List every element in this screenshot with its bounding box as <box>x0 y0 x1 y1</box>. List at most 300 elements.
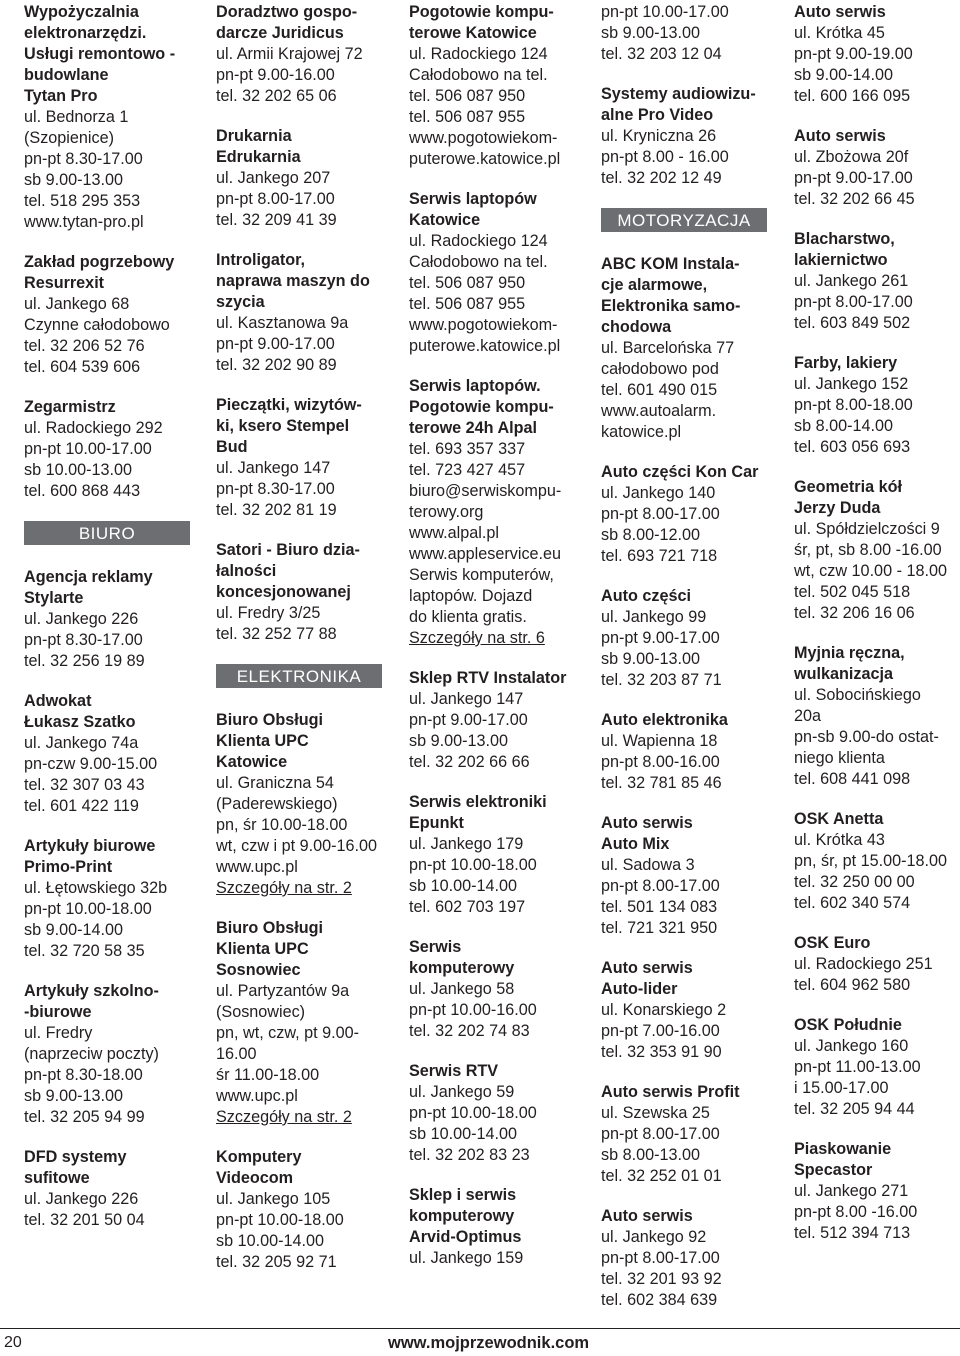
listing-entry <box>794 933 960 996</box>
listing-detail: pn-pt 9.00-17.00 <box>794 169 913 187</box>
listing-detail: pn-pt 8.00-17.00 <box>601 505 720 523</box>
listing-entry <box>601 586 781 691</box>
listing-title: Satori - Biuro dzia- <box>216 541 360 559</box>
listing-title: Epunkt <box>409 814 464 832</box>
listing-detail: ul. Jankego 92 <box>601 1228 707 1246</box>
listing-title: Pieczątki, wizytów- <box>216 396 362 414</box>
listing-detail: tel. 32 206 52 76 <box>24 337 145 355</box>
listing-detail: ul. Radockiego 292 <box>24 419 163 437</box>
listing-detail: pn, wt, czw, pt 9.00- <box>216 1024 360 1042</box>
listing-detail: ul. Jankego 271 <box>794 1182 909 1200</box>
listing-title: Edrukarnia <box>216 148 301 166</box>
listing-title: Introligator, <box>216 251 306 269</box>
listing-detail: pn-pt 8.00 -16.00 <box>794 1203 918 1221</box>
listing-detail: www.autoalarm. <box>601 402 717 420</box>
listing-detail: tel. 32 202 74 83 <box>409 1022 530 1040</box>
listing-detail: ul. Fredry <box>24 1024 93 1042</box>
listing-title: Komputery <box>216 1148 302 1166</box>
listing-title: OSK Euro <box>794 934 871 952</box>
listing-entry <box>794 126 960 210</box>
listing-detail: pn-pt 8.30-18.00 <box>24 1066 143 1084</box>
listing-entry <box>24 1147 199 1231</box>
listing-detail: Całodobowo na tel. <box>409 66 548 84</box>
listing-detail: tel. 693 721 718 <box>601 547 718 565</box>
listing-detail: tel. 32 202 12 49 <box>601 169 722 187</box>
listing-entry <box>794 1015 960 1120</box>
listing-detail: www.appleservice.eu <box>409 545 562 563</box>
listing-detail: pn-pt 8.30-17.00 <box>216 480 335 498</box>
listing-title: szycia <box>216 293 265 311</box>
listing-title: Sosnowiec <box>216 961 301 979</box>
listing-detail: ul. Fredry 3/25 <box>216 604 321 622</box>
listing-detail: ul. Jankego 160 <box>794 1037 909 1055</box>
listing-detail: tel. 603 056 693 <box>794 438 911 456</box>
listing-title: Auto serwis <box>601 1207 693 1225</box>
listing-detail: pn-pt 10.00-18.00 <box>409 856 537 874</box>
listing-title: DFD systemy <box>24 1148 127 1166</box>
listing-title: Auto części Kon Car <box>601 463 759 481</box>
listing-detail: pn-pt 8.00-17.00 <box>216 190 335 208</box>
listing-detail: ul. Jankego 207 <box>216 169 331 187</box>
listing-detail: sb 10.00-14.00 <box>216 1232 325 1250</box>
section-header: BIURO <box>24 521 190 545</box>
listing-detail: tel. 32 202 81 19 <box>216 501 337 519</box>
listing-detail: Całodobowo na tel. <box>409 253 548 271</box>
details-link[interactable]: Szczegóły na str. 2 <box>216 879 352 897</box>
listing-detail: tel. 32 252 77 88 <box>216 625 337 643</box>
listing-detail: ul. Jankego 105 <box>216 1190 331 1208</box>
listing-detail: www.pogotowiekom- <box>409 129 558 147</box>
listing-detail: sb 9.00-13.00 <box>601 650 700 668</box>
listing-entry <box>409 2 589 170</box>
listing-detail: tel. 32 202 83 23 <box>409 1146 530 1164</box>
listing-detail: sb 9.00-13.00 <box>24 1087 123 1105</box>
listing-detail: Czynne całodobowo <box>24 316 170 334</box>
listing-title: Piaskowanie <box>794 1140 892 1158</box>
listing-detail: ul. Jankego 59 <box>409 1083 515 1101</box>
listing-title: Serwis elektroniki <box>409 793 547 811</box>
listing-detail: ul. Radockiego 124 <box>409 232 548 250</box>
listing-detail: tel. 32 203 87 71 <box>601 671 722 689</box>
listing-detail: biuro@serwiskompu- <box>409 482 562 500</box>
listing-detail: tel. 32 252 01 01 <box>601 1167 722 1185</box>
listing-detail: niego klienta <box>794 749 885 767</box>
listing-detail: ul. Partyzantów 9a <box>216 982 350 1000</box>
listing-detail: (Paderewskiego) <box>216 795 338 813</box>
listing-detail: pn-pt 10.00-16.00 <box>409 1001 537 1019</box>
listing-detail: tel. 32 353 91 90 <box>601 1043 722 1061</box>
listing-detail: (Sosnowiec) <box>216 1003 306 1021</box>
listing-detail: sb 9.00-14.00 <box>794 66 893 84</box>
listing-detail: sb 8.00-13.00 <box>601 1146 700 1164</box>
listing-title: Katowice <box>409 211 481 229</box>
listing-detail: 20a <box>794 707 822 725</box>
listing-detail: pn-pt 8.00-17.00 <box>601 877 720 895</box>
listing-entry <box>794 353 960 458</box>
listing-title: Sklep RTV Instalator <box>409 669 567 687</box>
listing-title: Pogotowie kompu- <box>409 398 554 416</box>
listing-detail: laptopów. Dojazd <box>409 587 533 605</box>
listing-detail: ul. Szewska 25 <box>601 1104 710 1122</box>
section-header: ELEKTRONIKA <box>216 664 382 688</box>
listing-title: Biuro Obsługi <box>216 919 324 937</box>
listing-entry <box>601 462 781 567</box>
listing-detail: pn-pt 10.00-18.00 <box>216 1211 344 1229</box>
listing-title: Klienta UPC <box>216 940 309 958</box>
listing-detail: (Szopienice) <box>24 129 114 147</box>
listing-detail: ul. Zbożowa 20f <box>794 148 909 166</box>
listing-title: Videocom <box>216 1169 294 1187</box>
listing-detail: ul. Armii Krajowej 72 <box>216 45 363 63</box>
listing-title: koncesjonowanej <box>216 583 351 601</box>
listing-title: komputerowy <box>409 959 515 977</box>
listing-title: Blacharstwo, <box>794 230 895 248</box>
listing-detail: pn-pt 8.00-16.00 <box>601 753 720 771</box>
listing-entry <box>24 836 199 962</box>
listing-detail: sb 8.00-14.00 <box>794 417 893 435</box>
listing-detail: ul. Barcelońska 77 <box>601 339 735 357</box>
listing-detail: ul. Radockiego 124 <box>409 45 548 63</box>
listing-title: Elektronika samo- <box>601 297 741 315</box>
listing-detail: ul. Radockiego 251 <box>794 955 933 973</box>
listing-detail: tel. 693 357 337 <box>409 440 526 458</box>
listing-detail: ul. Krótka 45 <box>794 24 885 42</box>
listing-detail: pn-pt 8.00-17.00 <box>601 1249 720 1267</box>
listing-entry <box>216 918 396 1128</box>
listing-entry <box>409 1185 589 1269</box>
listing-detail: katowice.pl <box>601 423 682 441</box>
listing-entry <box>409 189 589 357</box>
listing-detail: 16.00 <box>216 1045 257 1063</box>
listing-detail: tel. 32 209 41 39 <box>216 211 337 229</box>
listing-detail: tel. 32 201 50 04 <box>24 1211 145 1229</box>
listing-entry <box>216 250 396 376</box>
listing-detail: ul. Spółdzielczości 9 <box>794 520 940 538</box>
listing-entry <box>409 937 589 1042</box>
listing-detail: tel. 506 087 950 <box>409 87 526 105</box>
listing-title: budowlane <box>24 66 109 84</box>
listing-entry <box>794 2 960 107</box>
listing-title: Auto serwis <box>794 3 886 21</box>
listing-detail: pn-pt 9.00-17.00 <box>409 711 528 729</box>
listing-title: Wypożyczalnia <box>24 3 139 21</box>
listing-detail: tel. 32 202 66 66 <box>409 753 530 771</box>
listing-title: Artykuły szkolno- <box>24 982 159 1000</box>
listing-title: Farby, lakiery <box>794 354 898 372</box>
listing-title: Geometria kół <box>794 478 902 496</box>
listing-detail: pn-pt 9.00-19.00 <box>794 45 913 63</box>
listing-detail: pn-pt 10.00-17.00 <box>24 440 152 458</box>
listing-title: Artykuły biurowe <box>24 837 156 855</box>
listing-detail: pn-pt 8.00-17.00 <box>794 293 913 311</box>
listing-detail: pn-pt 8.30-17.00 <box>24 150 143 168</box>
listing-title: Serwis RTV <box>409 1062 499 1080</box>
listing-title: Serwis laptopów <box>409 190 537 208</box>
listing-title: Jerzy Duda <box>794 499 881 517</box>
listing-detail: ul. Bednorza 1 <box>24 108 129 126</box>
listing-detail: tel. 32 205 94 99 <box>24 1108 145 1126</box>
listing-detail: ul. Jankego 261 <box>794 272 909 290</box>
listing-detail: tel. 32 206 16 06 <box>794 604 915 622</box>
listing-detail: ul. Jankego 74a <box>24 734 139 752</box>
listing-title: lakiernictwo <box>794 251 888 269</box>
listing-entry <box>409 1061 589 1166</box>
footer-website[interactable]: www.mojprzewodnik.com <box>388 1334 590 1352</box>
listing-detail: tel. 32 256 19 89 <box>24 652 145 670</box>
listing-detail: ul. Jankego 147 <box>409 690 524 708</box>
listing-title: Auto serwis <box>601 814 693 832</box>
listing-title: Usługi remontowo - <box>24 45 176 63</box>
section-header: MOTORYZACJA <box>601 208 767 232</box>
listing-detail: tel. 600 868 443 <box>24 482 141 500</box>
listing-detail: tel. 602 384 639 <box>601 1291 718 1309</box>
listing-detail: tel. 32 205 92 71 <box>216 1253 337 1271</box>
listing-title: Zegarmistrz <box>24 398 116 416</box>
listing-entry <box>216 2 396 107</box>
listing-detail: tel. 602 703 197 <box>409 898 526 916</box>
listing-title: Łukasz Szatko <box>24 713 136 731</box>
listing-title: Serwis laptopów. <box>409 377 541 395</box>
listing-title: Klienta UPC <box>216 732 309 750</box>
listing-entry <box>409 668 589 773</box>
listing-detail: ul. Łętowskiego 32b <box>24 879 168 897</box>
listing-title: chodowa <box>601 318 672 336</box>
listing-detail: sb 10.00-14.00 <box>409 877 518 895</box>
listing-detail: www.upc.pl <box>216 1087 298 1105</box>
listing-title: Pogotowie kompu- <box>409 3 554 21</box>
listing-title: OSK Anetta <box>794 810 884 828</box>
listing-detail: tel. 604 539 606 <box>24 358 141 376</box>
listing-title: Agencja reklamy <box>24 568 153 586</box>
listing-entry <box>216 710 396 899</box>
listing-detail: tel. 600 166 095 <box>794 87 911 105</box>
listing-title: -biurowe <box>24 1003 92 1021</box>
listing-title: wulkanizacja <box>794 665 893 683</box>
listing-detail: sb 9.00-13.00 <box>409 732 508 750</box>
listing-title: terowe 24h Alpal <box>409 419 538 437</box>
listing-detail: tel. 502 045 518 <box>794 583 911 601</box>
listing-detail: sb 10.00-13.00 <box>24 461 133 479</box>
listing-detail: i 15.00-17.00 <box>794 1079 889 1097</box>
listing-detail: całodobowo pod <box>601 360 719 378</box>
listing-title: Auto serwis <box>601 959 693 977</box>
listing-detail: tel. 601 422 119 <box>24 797 139 815</box>
listing-detail: pn-pt 8.00-17.00 <box>601 1125 720 1143</box>
listing-entry <box>794 229 960 334</box>
listing-detail: śr 11.00-18.00 <box>216 1066 320 1084</box>
listing-entry <box>409 792 589 918</box>
listing-detail: pn-pt 9.00-17.00 <box>216 335 335 353</box>
listing-entry <box>24 981 199 1128</box>
listing-detail: pn, śr 10.00-18.00 <box>216 816 348 834</box>
listing-detail: tel. 608 441 098 <box>794 770 911 788</box>
listing-detail: ul. Jankego 147 <box>216 459 331 477</box>
listing-title: komputerowy <box>409 1207 515 1225</box>
listing-detail: ul. Jankego 226 <box>24 1190 139 1208</box>
listing-title: Stylarte <box>24 589 84 607</box>
listing-detail: pn-pt 10.00-17.00 <box>601 3 729 21</box>
page-number: 20 <box>4 1334 22 1351</box>
listing-title: Auto serwis <box>794 127 886 145</box>
listing-detail: www.alpal.pl <box>409 524 499 542</box>
listing-detail: tel. 32 201 93 92 <box>601 1270 722 1288</box>
listing-detail: ul. Graniczna 54 <box>216 774 334 792</box>
listing-title: Katowice <box>216 753 288 771</box>
listing-detail: sb 10.00-14.00 <box>409 1125 518 1143</box>
listing-entry <box>24 691 199 817</box>
listing-detail: śr, pt, sb 8.00 -16.00 <box>794 541 942 559</box>
listing-title: Doradztwo gospo- <box>216 3 358 21</box>
listing-detail: ul. Jankego 99 <box>601 608 707 626</box>
listing-detail: pn-pt 7.00-16.00 <box>601 1022 720 1040</box>
listing-title: Specastor <box>794 1161 873 1179</box>
listing-detail: pn, śr, pt 15.00-18.00 <box>794 852 947 870</box>
listing-title: OSK Południe <box>794 1016 902 1034</box>
listing-title: Bud <box>216 438 248 456</box>
listing-detail: ul. Krótka 43 <box>794 831 885 849</box>
listing-entry <box>794 643 960 790</box>
listing-detail: puterowe.katowice.pl <box>409 337 561 355</box>
listing-detail: tel. 506 087 955 <box>409 108 526 126</box>
listing-title: naprawa maszyn do <box>216 272 370 290</box>
listing-detail: tel. 32 202 65 06 <box>216 87 337 105</box>
listing-detail: ul. Sobocińskiego <box>794 686 921 704</box>
listing-detail: tel. 32 307 03 43 <box>24 776 145 794</box>
column-5 <box>794 2 960 1263</box>
listing-detail: tel. 518 295 353 <box>24 192 141 210</box>
listing-entry <box>24 567 199 672</box>
listing-title: Myjnia ręczna, <box>794 644 905 662</box>
listing-detail: wt, czw i pt 9.00-16.00 <box>216 837 378 855</box>
listing-detail: pn-pt 10.00-18.00 <box>24 900 152 918</box>
listing-detail: tel. 32 250 00 00 <box>794 873 915 891</box>
listing-detail: tel. 506 087 950 <box>409 274 526 292</box>
listing-detail: tel. 604 962 580 <box>794 976 911 994</box>
listing-detail: tel. 501 134 083 <box>601 898 718 916</box>
column-4 <box>601 2 781 1330</box>
listing-detail: terowy.org <box>409 503 484 521</box>
listing-entry <box>216 1147 396 1273</box>
listing-title: alne Pro Video <box>601 106 714 124</box>
listing-detail: ul. Wapienna 18 <box>601 732 718 750</box>
listing-title: elektronarzędzi. <box>24 24 147 42</box>
listing-detail: tel. 506 087 955 <box>409 295 526 313</box>
listing-detail: ul. Jankego 226 <box>24 610 139 628</box>
listing-detail: tel. 32 205 94 44 <box>794 1100 915 1118</box>
listing-title: Auto elektronika <box>601 711 728 729</box>
column-2 <box>216 2 396 1292</box>
listing-entry <box>601 710 781 794</box>
listing-title: Auto serwis Profit <box>601 1083 740 1101</box>
listing-detail: pn-pt 10.00-18.00 <box>409 1104 537 1122</box>
listing-title: cje alarmowe, <box>601 276 708 294</box>
listing-detail: wt, czw 10.00 - 18.00 <box>794 562 947 580</box>
listing-entry <box>216 126 396 231</box>
listing-entry <box>601 254 781 443</box>
listing-detail: tel. 32 202 90 89 <box>216 356 337 374</box>
listing-title: Auto części <box>601 587 691 605</box>
listing-detail: tel. 603 849 502 <box>794 314 911 332</box>
listing-detail: ul. Jankego 68 <box>24 295 130 313</box>
listing-entry <box>794 477 960 624</box>
footer-divider <box>0 1328 960 1329</box>
listing-detail: sb 9.00-13.00 <box>601 24 700 42</box>
listing-detail: ul. Jankego 140 <box>601 484 716 502</box>
listing-entry <box>794 1139 960 1244</box>
listing-entry <box>794 809 960 914</box>
column-3 <box>409 2 589 1288</box>
listing-detail: tel. 721 321 950 <box>601 919 718 937</box>
listing-detail: ul. Konarskiego 2 <box>601 1001 727 1019</box>
listing-title: Arvid-Optimus <box>409 1228 522 1246</box>
listing-detail: pn-pt 8.00-18.00 <box>794 396 913 414</box>
listing-detail: pn-czw 9.00-15.00 <box>24 755 158 773</box>
listing-entry <box>24 252 199 378</box>
details-link[interactable]: Szczegóły na str. 2 <box>216 1108 352 1126</box>
listing-title: Systemy audiowizu- <box>601 85 756 103</box>
listing-entry <box>601 958 781 1063</box>
listing-entry <box>601 84 781 189</box>
listing-entry <box>216 395 396 521</box>
listing-detail: pn-pt 8.30-17.00 <box>24 631 143 649</box>
listing-detail: ul. Jankego 58 <box>409 980 515 998</box>
listing-detail: ul. Jankego 152 <box>794 375 909 393</box>
listing-title: łalności <box>216 562 277 580</box>
listing-title: Zakład pogrzebowy <box>24 253 175 271</box>
listing-title: darcze Juridicus <box>216 24 344 42</box>
listing-title: Serwis <box>409 938 462 956</box>
listing-detail: Serwis komputerów, <box>409 566 554 584</box>
listing-title: Auto Mix <box>601 835 670 853</box>
listing-detail: ul. Sadowa 3 <box>601 856 695 874</box>
listing-title: ABC KOM Instala- <box>601 255 740 273</box>
listing-detail: pn-pt 9.00-17.00 <box>601 629 720 647</box>
listing-title: Drukarnia <box>216 127 292 145</box>
listing-entry <box>409 376 589 649</box>
listing-detail: www.upc.pl <box>216 858 298 876</box>
details-link[interactable]: Szczegóły na str. 6 <box>409 629 545 647</box>
listing-entry <box>24 2 199 233</box>
column-1 <box>24 2 199 1250</box>
listing-title: sufitowe <box>24 1169 90 1187</box>
listing-title: Biuro Obsługi <box>216 711 324 729</box>
listing-detail: ul. Kryniczna 26 <box>601 127 717 145</box>
listing-detail: sb 9.00-14.00 <box>24 921 123 939</box>
listing-detail: pn-pt 8.00 - 16.00 <box>601 148 729 166</box>
listing-title: terowe Katowice <box>409 24 537 42</box>
listing-detail: pn-sb 9.00-do ostat- <box>794 728 939 746</box>
listing-detail: tel. 32 720 58 35 <box>24 942 145 960</box>
listing-title: Sklep i serwis <box>409 1186 517 1204</box>
listing-detail: tel. 512 394 713 <box>794 1224 911 1242</box>
listing-entry <box>216 540 396 645</box>
listing-entry <box>601 813 781 939</box>
listing-detail: tel. 32 202 66 45 <box>794 190 915 208</box>
listing-title: Tytan Pro <box>24 87 98 105</box>
listing-entry <box>24 397 199 502</box>
listing-title: Adwokat <box>24 692 92 710</box>
listing-entry <box>601 1082 781 1187</box>
listing-detail: do klienta gratis. <box>409 608 527 626</box>
listing-detail: tel. 32 781 85 46 <box>601 774 722 792</box>
listing-detail: tel. 723 427 457 <box>409 461 526 479</box>
listing-title: ki, ksero Stempel <box>216 417 350 435</box>
listing-detail: pn-pt 11.00-13.00 <box>794 1058 921 1076</box>
listing-detail: ul. Jankego 179 <box>409 835 524 853</box>
listing-detail: (naprzeciw poczty) <box>24 1045 159 1063</box>
listing-entry <box>601 1206 781 1311</box>
listing-detail: sb 9.00-13.00 <box>24 171 123 189</box>
